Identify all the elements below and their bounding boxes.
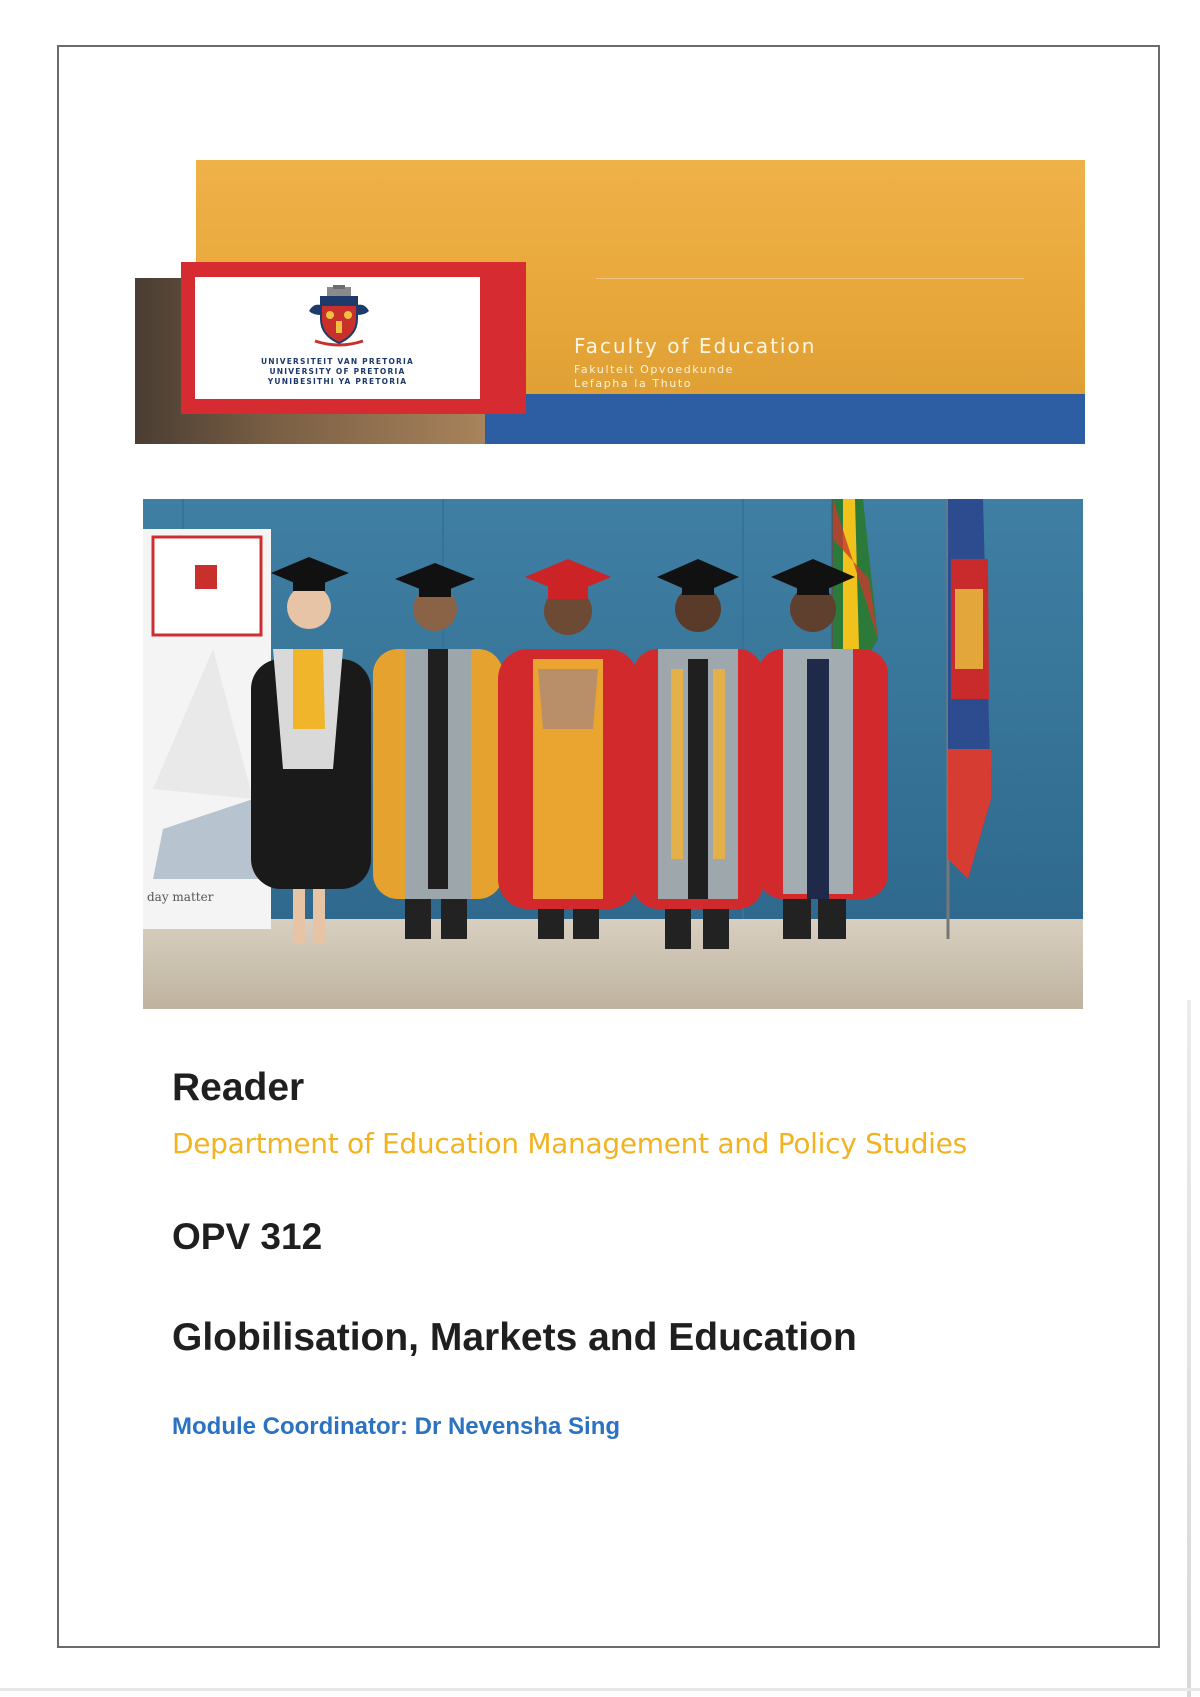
banner-blue-strip (485, 394, 1085, 444)
course-code: OPV 312 (172, 1216, 323, 1257)
university-crest-icon (307, 285, 371, 347)
graduation-group-photo (143, 499, 1083, 1009)
reader-title: Reader (172, 1066, 305, 1109)
faculty-subtitle-sepedi: Lefapha la Thuto (574, 377, 693, 390)
module-coordinator: Module Coordinator: Dr Nevensha Sing (172, 1413, 621, 1440)
university-name-afrikaans: UNIVERSITEIT VAN PRETORIA (260, 357, 415, 366)
scan-bottom-shadow (0, 1688, 1200, 1691)
scan-edge-shadow (1187, 1000, 1191, 1697)
banner-stand-text: day matter (147, 890, 214, 904)
faculty-subtitle-afrikaans: Fakulteit Opvoedkunde (574, 363, 735, 376)
university-logo (195, 277, 480, 399)
course-title: Globilisation, Markets and Education (172, 1316, 857, 1359)
university-name-english: UNIVERSITY OF PRETORIA (269, 367, 406, 376)
banner-divider-line (596, 278, 1024, 279)
university-name-sepedi: YUNIBESITHI YA PRETORIA (267, 377, 408, 386)
department-name: Department of Education Management and Policy Studies (172, 1127, 967, 1160)
faculty-banner (135, 160, 1085, 444)
faculty-title: Faculty of Education (574, 334, 817, 358)
